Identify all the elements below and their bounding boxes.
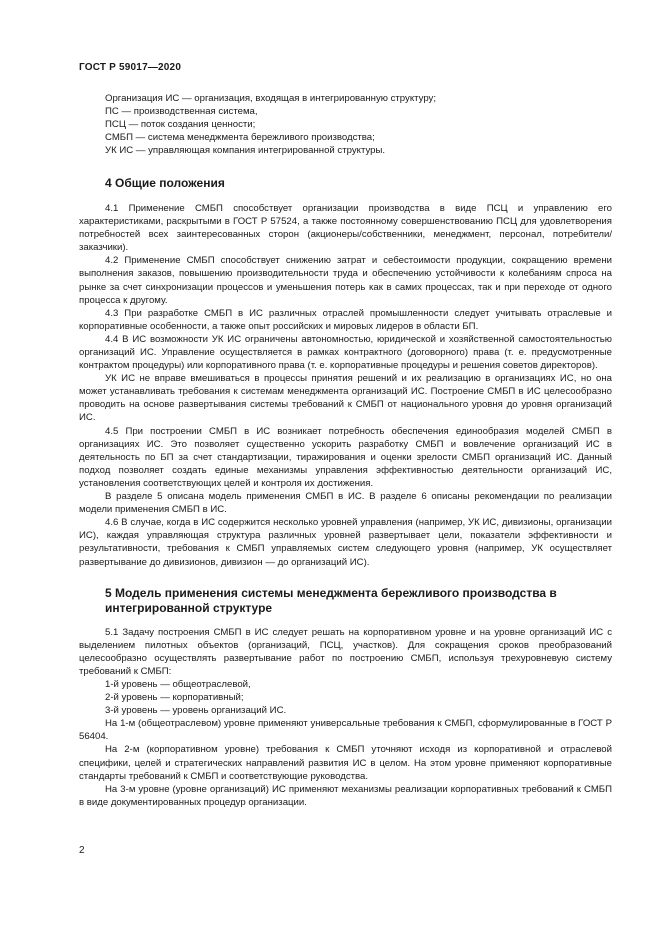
paragraph: 4.3 При разработке СМБП в ИС различных отраслей промышленности следует учитывать отраслевые и корпоративные особенности, а также опыт российских и мировых лидеров в области БП.: [79, 307, 612, 332]
standard-header: ГОСТ Р 59017—2020: [79, 62, 182, 73]
page-content: [79, 92, 612, 809]
paragraph: В разделе 5 описана модель применения СМБП в ИС. В разделе 6 описаны рекомендации по реализации модели применения СМБП в ИС.: [79, 491, 612, 516]
paragraph: На 1-м (общеотраслевом) уровне применяют универсальные требования к СМБП, сформулированные в ГОСТ Р 56404.: [79, 718, 612, 743]
definition-item: СМБП — система менеджмента бережливого производства;: [105, 132, 375, 144]
paragraph: УК ИС не вправе вмешиваться в процессы принятия решений и их реализацию в организациях ИС, но она может устанавливать требования к системам менеджмента организаций ИС. Построение СМБП в ИС целесообразно проводить на основе развертывания системы требований к СМБП от национального уровня до уровня организаций ИС.: [79, 373, 612, 424]
level-item: 3-й уровень — уровень организаций ИС.: [105, 705, 287, 717]
section-4-heading: 4 Общие положения: [105, 176, 225, 191]
section-5-body: [79, 626, 612, 809]
paragraph: 4.1 Применение СМБП способствует организации производства в виде ПСЦ и управлению его характеристиками, раскрытыми в ГОСТ Р 57524, а также постоянному совершенствованию ПСЦ для удовлетворения потребностей всех заинтересованных сторон (акционеры/собственники, менеджмент, персонал, потребители/заказчики).: [79, 202, 612, 254]
definitions-list: [79, 92, 612, 157]
definition-item: УК ИС — управляющая компания интегрированной структуры.: [105, 145, 386, 157]
paragraph: На 2-м (корпоративном уровне) требования к СМБП уточняют исходя из корпоративной и отраслевой специфики, целей и стратегических направлений развития ИС в целом. На этом уровне применяют корпоративные стандарты требований к СМБП и соответствующие руководства.: [79, 744, 612, 782]
paragraph: 4.4 В ИС возможности УК ИС ограничены автономностью, юридической и хозяйственной самостоятельностью организаций ИС. Управление осуществляется в рамках контрактного (договорного) права (т. е. предусмотренные контрактом процедуры) или корпоративного права (т. е. корпоративные процедуры и решения советов директоров).: [79, 333, 612, 372]
definition-item: ПС — производственная система,: [105, 106, 258, 118]
section-4-body: [79, 202, 612, 569]
paragraph: 4.6 В случае, когда в ИС содержится несколько уровней управления (например, УК ИС, дивизионы, организации ИС), каждая управляющая структура различных уровней развертывает цели, показатели эффективности и результативности, требования к СМБП управляемых систем следующего уровня (например, УК осуществляет развертывание до дивизионов, дивизион — до организаций ИС).: [79, 517, 612, 568]
paragraph: 5.1 Задачу построения СМБП в ИС следует решать на корпоративном уровне и на уровне организаций ИС с выделением пилотных объектов (организаций, ПСЦ, участков). Для сокращения сроков преобразований целесообразно осуществлять развертывание работ по построению СМБП, используя трехуровневую систему требований к СМБП:: [79, 626, 612, 677]
paragraph: 4.5 При построении СМБП в ИС возникает потребность обеспечения единообразия моделей СМБП в организациях ИС. Это позволяет существенно ускорить разработку СМБП и вовлечение организаций ИС в деятельность по БП за счет стандартизации, тиражирования и оценки зрелости СМБП организаций ИС. Данный подход позволяет создать единые механизмы управления эффективностью деятельности организаций ИС, установления соответствующих целей и контроля их достижения.: [79, 425, 612, 489]
section-5-heading: 5 Модель применения системы менеджмента бережливого производства в интегрированной структуре: [105, 585, 557, 616]
paragraph: На 3-м уровне (уровне организаций) ИС применяют механизмы реализации корпоративных требований к СМБП в виде документированных процедур организации.: [79, 783, 612, 808]
level-item: 2-й уровень — корпоративный;: [105, 692, 244, 704]
paragraph: 4.2 Применение СМБП способствует снижению затрат и себестоимости продукции, сокращению времени выполнения заказов, повышению производительности труда и обеспечению устойчивости к колебаниям спроса на рынке за счет синхронизации процессов и уменьшения потерь как в самих процессах, так и при переходе от одного процесса к другому.: [79, 255, 612, 306]
definition-item: Организация ИС — организация, входящая в интегрированную структуру;: [105, 93, 437, 104]
page-number: 2: [79, 845, 85, 856]
level-item: 1-й уровень — общеотраслевой,: [105, 678, 251, 690]
definition-item: ПСЦ — поток создания ценности;: [105, 119, 256, 131]
